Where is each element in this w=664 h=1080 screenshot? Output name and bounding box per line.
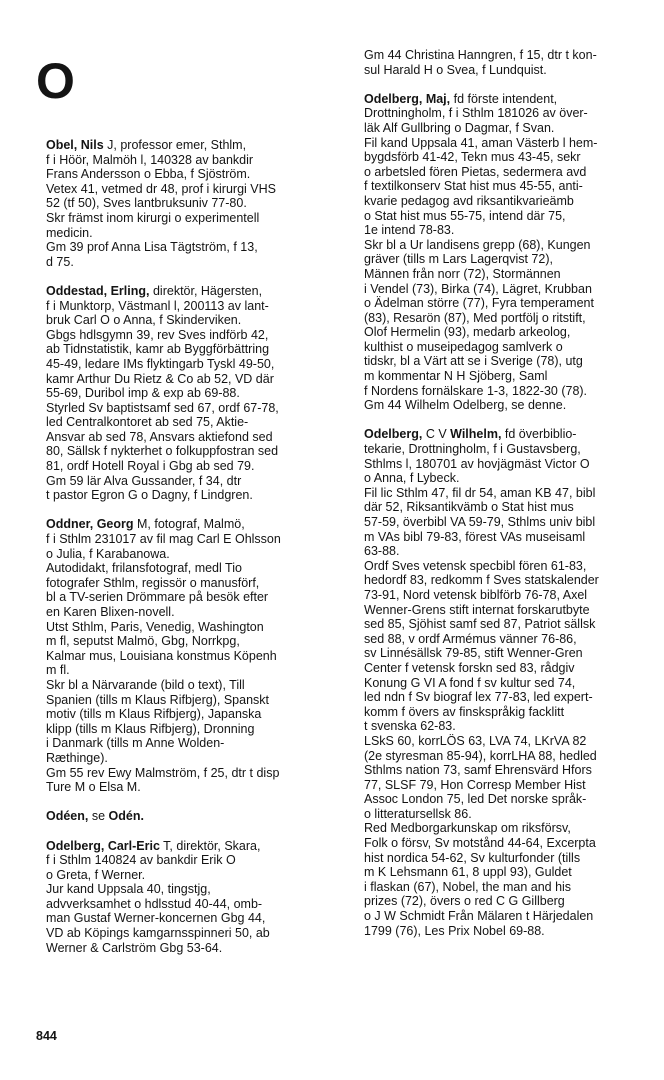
entry-line — [46, 911, 344, 926]
entry-line — [46, 897, 344, 912]
entry-line — [46, 634, 344, 649]
entry-line — [364, 457, 662, 472]
entry-text: hist nordica 54-62, Sv kulturfonder (tills — [364, 850, 581, 865]
entry-line — [364, 573, 662, 588]
entry-line — [46, 299, 344, 314]
entry-line — [364, 544, 662, 559]
entry-text: Sthlms nation 73, samf Ehrensvärd Hfors — [364, 763, 592, 778]
entry-name: Wilhelm, — [450, 427, 502, 442]
entry-text: led Centralkontoret ab sed 75, Aktie- — [46, 415, 249, 430]
entry-text: Jur kand Uppsala 40, tingstjg, — [46, 882, 211, 897]
entry-line — [364, 559, 662, 574]
entry-line — [46, 678, 344, 693]
entry-line — [46, 444, 344, 459]
entry-line — [46, 809, 344, 824]
entry-line — [364, 63, 662, 78]
entry-line — [364, 223, 662, 238]
entry-name: Oddestad, Erling, — [46, 283, 150, 298]
entry-text: Drottningholm, f i Sthlm 181026 av över- — [364, 106, 588, 121]
entry-text: Skr främst inom kirurgi o experimentell — [46, 210, 260, 225]
entry-line — [46, 240, 344, 255]
entry-line — [364, 690, 662, 705]
entry-text: sed 88, v ordf Armémus vänner 76-86, — [364, 631, 577, 646]
entry-line — [364, 734, 662, 749]
entry-line — [46, 211, 344, 226]
entry-text: 73-91, Nord vetensk biblförb 76-78, Axel — [364, 587, 588, 602]
entry-text: 63-88. — [364, 544, 400, 559]
entry-text: Vetex 41, vetmed dr 48, prof i kirurgi VHS — [46, 181, 276, 196]
entry-line — [364, 719, 662, 734]
entry-text: en Karen Blixen-novell. — [46, 605, 175, 619]
entry-text: sv Linnésällsk 79-85, stift Wenner-Gren — [364, 646, 583, 661]
entry-text: i Vendel (73), Birka (74), Lägret, Krubban — [364, 281, 592, 296]
entry-text: Kalmar mus, Louisiana konstmus Köpenh — [46, 648, 277, 663]
entry-line — [364, 369, 662, 384]
entry-text: o Ädelman större (77), Fyra temperament — [364, 296, 594, 311]
entry-line — [46, 766, 344, 781]
entry-line — [46, 138, 344, 153]
entry-text: gräver (tills m Lars Lagerqvist 72), — [364, 252, 553, 267]
entry-line — [364, 661, 662, 676]
entry-line — [364, 442, 662, 457]
entry-line — [46, 488, 344, 503]
entry-text: f Nordens fornälskare 1-3, 1822-30 (78). — [364, 383, 588, 398]
entry-text: Styrled Sv baptistsamf sed 67, ordf 67-78, — [46, 400, 279, 415]
entry-line — [364, 515, 662, 530]
entry-line — [364, 894, 662, 909]
entry-text: VD ab Köpings kamgarnsspinneri 50, ab — [46, 926, 270, 941]
entry-text: d 75. — [46, 254, 74, 269]
entry-line — [46, 153, 344, 168]
entry-line — [46, 386, 344, 401]
biography-entry — [46, 138, 344, 269]
entry-line — [46, 342, 344, 357]
entry-line — [46, 561, 344, 576]
entry-text: Ordf Sves vetensk specbibl fören 61-83, — [364, 558, 587, 573]
entry-text: Gm 39 prof Anna Lisa Tägtström, f 13, — [46, 240, 258, 255]
entry-name: Obel, Nils — [46, 138, 104, 152]
entry-text: tekarie, Drottningholm, f i Gustavsberg, — [364, 442, 581, 457]
entry-line — [46, 474, 344, 489]
entry-text: tidskr, bl a Värt att se i Sverige (78), utg — [364, 354, 583, 369]
biography-entry — [46, 517, 344, 794]
entry-text: hedordf 83, redkomm f Sves statskalender — [364, 573, 599, 588]
entry-line — [364, 325, 662, 340]
entry-text: Werner & Carlström Gbg 53-64. — [46, 940, 223, 955]
entry-text: o Julia, f Karabanowa. — [46, 546, 170, 561]
entry-line — [364, 705, 662, 720]
entry-line — [46, 415, 344, 430]
entry-line — [46, 926, 344, 941]
entry-text: Wenner-Grens stift internat forskarutbyte — [364, 602, 590, 617]
entry-text: Olof Hermelin (93), medarb arkeolog, — [364, 325, 571, 340]
entry-line — [364, 398, 662, 413]
entry-line — [364, 836, 662, 851]
entry-line — [364, 296, 662, 311]
entry-line — [364, 165, 662, 180]
entry-line — [364, 807, 662, 822]
entry-text: M, fotograf, Malmö, — [133, 517, 245, 532]
entry-text: o Anna, f Lybeck. — [364, 471, 460, 486]
entry-text: 52 (tf 50), Sves lantbruksuniv 77-80. — [46, 196, 247, 211]
entry-text: Gm 55 rev Ewy Malmström, f 25, dtr t disp — [46, 765, 280, 780]
entry-text: 80, Sällsk f nykterhet o folkuppfostran sed — [46, 444, 279, 459]
entry-line — [364, 92, 662, 107]
entry-line — [364, 632, 662, 647]
entry-text: m VAs bibl 79-83, förest VAs museisaml — [364, 529, 586, 544]
entry-line — [364, 909, 662, 924]
entry-line — [364, 880, 662, 895]
entry-text: Fil kand Uppsala 41, aman Västerb l hem- — [364, 135, 598, 150]
entry-text: Gm 59 lär Alva Gussander, f 34, dtr — [46, 473, 242, 488]
entry-line — [46, 751, 344, 766]
entry-text: i Danmark (tills m Anne Wolden- — [46, 736, 225, 751]
entry-text: bygdsförb 41-42, Tekn mus 43-45, sekr — [364, 150, 581, 165]
entry-line — [364, 530, 662, 545]
entry-line — [364, 865, 662, 880]
entry-text: m fl, seputst Malmö, Gbg, Norrkpg, — [46, 634, 240, 649]
entry-name: Odelberg, — [364, 427, 423, 442]
entry-text: (2e styresman 85-94), korrLHA 88, hedled — [364, 748, 597, 763]
entry-line — [364, 500, 662, 515]
entry-text: Spanien (tills m Klaus Rifbjerg), Spanskt — [46, 692, 270, 707]
left-column — [46, 0, 344, 970]
entry-text: (83), Resarön (87), Med portfölj o ritstift, — [364, 310, 586, 325]
entry-line — [364, 121, 662, 136]
entry-line — [46, 941, 344, 956]
entry-text: Ræthinge). — [46, 750, 108, 765]
entry-name: Odelberg, Maj, — [364, 91, 451, 106]
right-column — [364, 0, 662, 953]
entry-line — [364, 238, 662, 253]
entry-text: C V — [422, 427, 451, 442]
entry-text: sul Harald H o Svea, f Lundquist. — [364, 62, 547, 77]
entry-name: Odéen, — [46, 809, 89, 824]
entry-line — [364, 136, 662, 151]
entry-line — [46, 357, 344, 372]
entry-text: t pastor Egron G o Dagny, f Lindgren. — [46, 488, 253, 503]
entry-text: 45-49, ledare IMs flyktingarb Tyskl 49-50, — [46, 356, 275, 371]
entry-text: T, direktör, Skara, — [159, 838, 261, 853]
entry-text: f i Sthlm 231017 av fil mag Carl E Ohlsson — [46, 532, 281, 547]
biography-entry — [46, 284, 344, 503]
entry-text: Fil lic Sthlm 47, fil dr 54, aman KB 47, bibl — [364, 485, 596, 500]
entry-line — [46, 182, 344, 197]
entry-text: komm f övers av finskspråkig facklitt — [364, 704, 565, 719]
biography-entry — [46, 809, 344, 824]
entry-text: Ture M o Elsa M. — [46, 780, 141, 795]
entry-text: klipp (tills m Klaus Rifbjerg), Dronning — [46, 721, 255, 736]
entry-text: direktör, Hägersten, — [149, 283, 263, 298]
entry-text: se — [88, 809, 109, 824]
entry-line — [46, 590, 344, 605]
entry-line — [364, 486, 662, 501]
entry-text: 57-59, överbibl VA 59-79, Sthlms univ bibl — [364, 515, 596, 529]
entry-line — [364, 340, 662, 355]
biography-entry — [364, 48, 662, 77]
entry-line — [364, 778, 662, 793]
entry-text: motiv (tills m Klaus Rifbjerg), Japanska — [46, 707, 262, 722]
entry-text: Skr bl a Närvarande (bild o text), Till — [46, 677, 245, 692]
entry-line — [364, 194, 662, 209]
entry-text: o arbetsled fören Pietas, sedermera avd — [364, 164, 587, 179]
entry-text: bl a TV-serien Drömmare på besök efter — [46, 590, 269, 605]
entry-text: Red Medborgarkunskap om riksförsv, — [364, 821, 571, 836]
entry-line — [364, 617, 662, 632]
entry-line — [364, 763, 662, 778]
entry-text: advverksamhet o hdlsstud 40-44, omb- — [46, 896, 263, 911]
biography-entry — [46, 839, 344, 956]
entry-line — [364, 150, 662, 165]
entry-text: Männen från norr (72), Stormännen — [364, 266, 561, 281]
entry-line — [364, 924, 662, 939]
entry-text: fd förste intendent, — [450, 91, 558, 106]
entry-text: där 52, Riksantikvämb o Stat hist mus — [364, 500, 574, 515]
entry-name: Odelberg, Carl-Eric — [46, 838, 160, 853]
entry-line — [46, 853, 344, 868]
entry-line — [364, 354, 662, 369]
entry-line — [364, 851, 662, 866]
entry-line — [46, 868, 344, 883]
entry-line — [364, 603, 662, 618]
entry-text: prizes (72), övers o red C G Gillberg — [364, 894, 565, 909]
entry-line — [46, 372, 344, 387]
entry-name: Oddner, Georg — [46, 517, 134, 532]
entry-line — [46, 693, 344, 708]
entry-text: Assoc London 75, led Det norske språk- — [364, 792, 587, 807]
entry-line — [364, 676, 662, 691]
entry-text: o Greta, f Werner. — [46, 867, 146, 882]
entry-line — [46, 459, 344, 474]
entry-text: LSkS 60, korrLÖS 63, LVA 74, LKrVA 82 — [364, 733, 587, 748]
entry-line — [46, 401, 344, 416]
entry-text: man Gustaf Werner-koncernen Gbg 44, — [46, 911, 266, 926]
entry-line — [46, 328, 344, 343]
entry-line — [46, 532, 344, 547]
entry-line — [364, 646, 662, 661]
entry-text: Autodidakt, frilansfotograf, medl Tio — [46, 561, 242, 576]
entry-text: f i Munktorp, Västmanl l, 200113 av lant- — [46, 298, 269, 313]
entry-line — [46, 649, 344, 664]
entry-line — [364, 821, 662, 836]
entry-line — [364, 267, 662, 282]
entry-text: ab Tidnstatistik, kamr ab Byggförbättring — [46, 342, 270, 357]
entry-text: f textilkonserv Stat hist mus 45-55, anti- — [364, 179, 583, 194]
entry-text: kulthist o museipedagog samlverk o — [364, 339, 563, 354]
entry-line — [46, 839, 344, 854]
entry-line — [46, 547, 344, 562]
biography-entry — [364, 92, 662, 413]
entry-line — [46, 517, 344, 532]
entry-text: Skr bl a Ur landisens grepp (68), Kungen — [364, 237, 591, 252]
entry-text: 1799 (76), Les Prix Nobel 69-88. — [364, 923, 545, 938]
entry-line — [46, 605, 344, 620]
entry-line — [46, 255, 344, 270]
entry-text: 1e intend 78-83. — [364, 223, 455, 238]
entry-text: kamr Arthur Du Rietz & Co ab 52, VD där — [46, 371, 274, 386]
entry-line — [46, 430, 344, 445]
entry-line — [46, 736, 344, 751]
biography-entry — [364, 427, 662, 938]
entry-text: i flaskan (67), Nobel, the man and his — [364, 879, 572, 894]
entry-text: 77, SLSF 79, Hon Corresp Member Hist — [364, 777, 586, 792]
entry-text: läk Alf Gullbring o Dagmar, f Svan. — [364, 120, 555, 135]
entry-text: Center f vetensk forskn sed 83, rådgiv — [364, 660, 575, 675]
entry-line — [364, 311, 662, 326]
entry-text: Konung G VI A fond f sv kultur sed 74, — [364, 675, 576, 690]
entry-line — [364, 252, 662, 267]
entry-text: 55-69, Duribol imp & exp ab 69-88. — [46, 386, 240, 401]
entry-text: o Stat hist mus 55-75, intend där 75, — [364, 208, 566, 223]
entry-line — [364, 427, 662, 442]
entry-line — [46, 226, 344, 241]
entry-line — [46, 576, 344, 591]
entry-text: f i Sthlm 140824 av bankdir Erik O — [46, 853, 236, 868]
entry-line — [46, 313, 344, 328]
entry-text: Utst Sthlm, Paris, Venedig, Washington — [46, 619, 264, 634]
entry-line — [46, 620, 344, 635]
entry-line — [46, 284, 344, 299]
entry-line — [46, 707, 344, 722]
entry-text: t svenska 62-83. — [364, 719, 456, 734]
entry-text: m kommentar N H Sjöberg, Saml — [364, 369, 548, 384]
entry-text: m fl. — [46, 663, 70, 678]
entry-text: sed 85, Sjöhist samf sed 87, Patriot sällsk — [364, 617, 596, 632]
entry-text: medicin. — [46, 225, 93, 240]
entry-text: Ansvar ab sed 78, Ansvars aktiefond sed — [46, 429, 273, 444]
entry-line — [364, 282, 662, 297]
entry-line — [364, 179, 662, 194]
entry-text: led ndn f Sv biograf lex 77-83, led expert- — [364, 690, 593, 705]
entry-text: f i Höör, Malmöh l, 140328 av bankdir — [46, 152, 254, 167]
entry-text: Gm 44 Christina Hanngren, f 15, dtr t kon- — [364, 48, 597, 62]
entry-text: o J W Schmidt Från Mälaren t Härjedalen — [364, 909, 594, 924]
entry-text: o litteratursellsk 86. — [364, 806, 472, 821]
entry-text: m K Lehsmann 61, 8 uppl 93), Guldet — [364, 865, 572, 880]
entry-line — [364, 209, 662, 224]
entry-name: Odén. — [108, 809, 144, 824]
entry-text: Sthlms l, 180701 av hovjägmäst Victor O — [364, 456, 590, 471]
entry-line — [364, 48, 662, 63]
entry-text: bruk Carl O o Anna, f Skinderviken. — [46, 313, 242, 328]
entry-text: Frans Andersson o Ebba, f Sjöström. — [46, 167, 251, 182]
section-letter: O — [36, 53, 75, 109]
entry-text: fd överbiblio- — [501, 427, 577, 442]
entry-text: Folk o försv, Sv motstånd 44-64, Excerpta — [364, 836, 596, 851]
entry-line — [46, 780, 344, 795]
entry-text: J, professor emer, Sthlm, — [103, 138, 247, 152]
entry-line — [46, 663, 344, 678]
entry-line — [46, 167, 344, 182]
entry-text: fotografer Sthlm, regissör o manusförf, — [46, 575, 260, 590]
entry-line — [364, 106, 662, 121]
entry-text: 81, ordf Hotell Royal i Gbg ab sed 79. — [46, 459, 255, 474]
entry-text: kvarie pedagog avd riksantikvarieämb — [364, 193, 574, 208]
entry-line — [364, 471, 662, 486]
entry-line — [364, 384, 662, 399]
entry-line — [364, 792, 662, 807]
entry-line — [364, 588, 662, 603]
entry-line — [46, 196, 344, 211]
entry-line — [46, 722, 344, 737]
page-number: 844 — [36, 1029, 57, 1043]
entry-line — [364, 749, 662, 764]
entry-text: Gm 44 Wilhelm Odelberg, se denne. — [364, 398, 567, 413]
entry-line — [46, 882, 344, 897]
entry-text: Gbgs hdlsgymn 39, rev Sves indförb 42, — [46, 327, 269, 342]
